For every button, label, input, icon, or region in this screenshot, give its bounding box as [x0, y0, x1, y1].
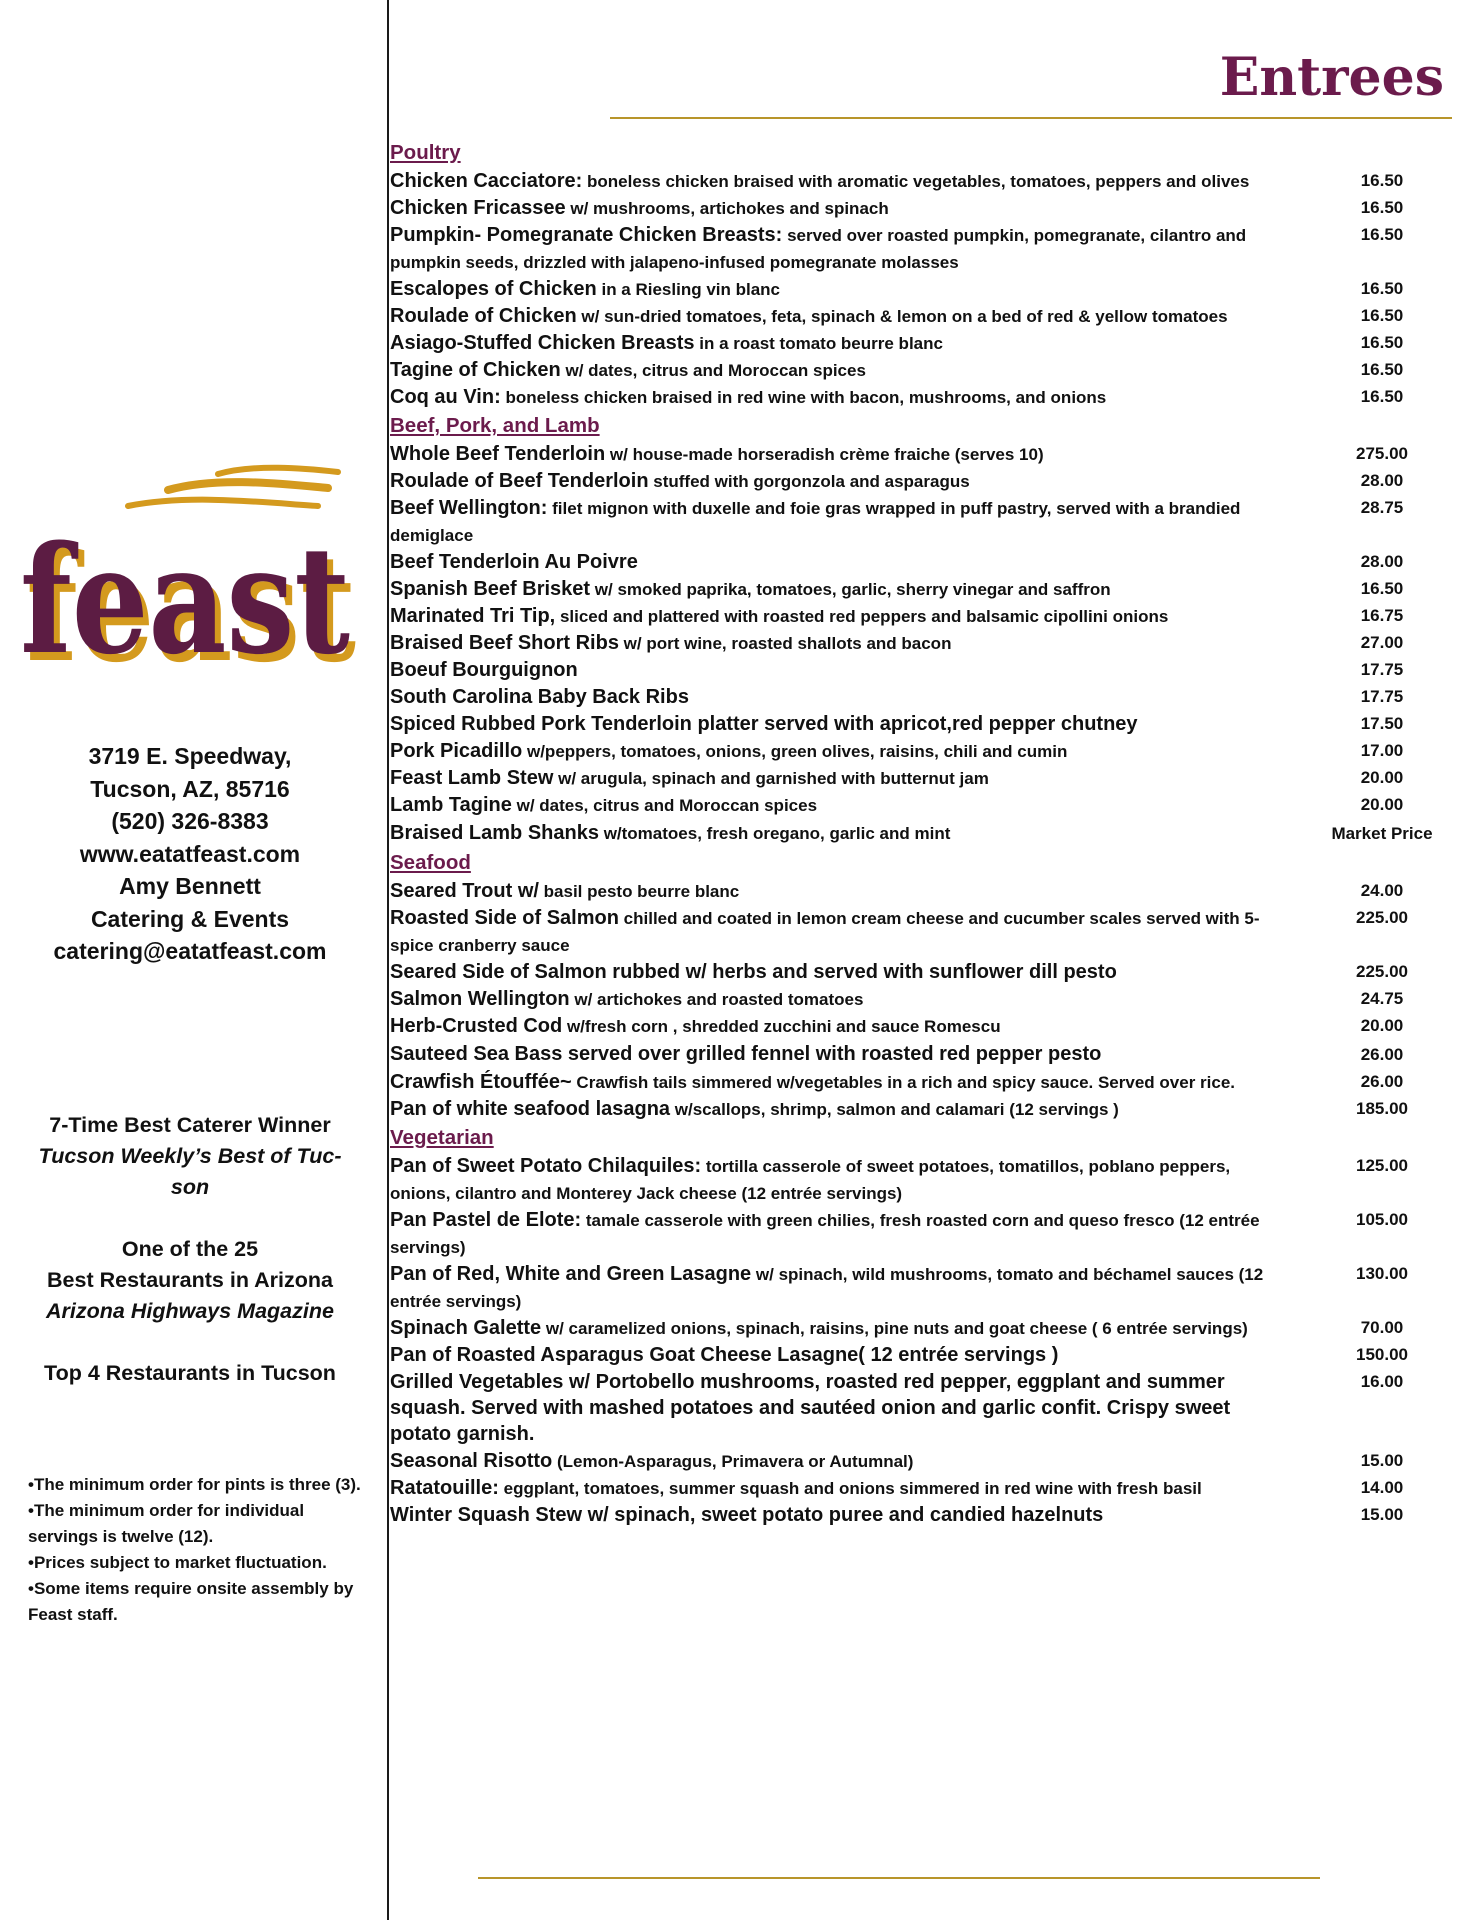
item-name: Ratatouille:: [390, 1477, 499, 1499]
item-price: 15.00: [1360, 1505, 1404, 1524]
item-desc: w/ artichokes and roasted tomatoes: [569, 990, 864, 1009]
item-name: Beef Wellington:: [390, 497, 548, 519]
item-desc: in a Riesling vin blanc: [596, 280, 781, 299]
item-name: Crawfish Étouffée~: [390, 1071, 572, 1093]
item-price: 125.00: [1356, 1156, 1408, 1175]
item-name: Asiago-Stuffed Chicken Breasts: [390, 332, 695, 354]
item-name: Roulade of Chicken: [390, 305, 577, 327]
item-price: 16.50: [1360, 198, 1404, 217]
menu-item: [390, 195, 1474, 222]
item-price: 26.00: [1360, 1045, 1404, 1064]
item-name: Feast Lamb Stew: [390, 767, 554, 789]
item-name: Grilled Vegetables w/ Portobello mushrooms, roasted red pepper, eggplant and summer squash. Served with mashed potatoes and sautéed onion and garlic confit. Crispy sweet potato garnish.: [390, 1371, 1231, 1445]
item-desc: sliced and plattered with roasted red peppers and balsamic cipollini onions: [555, 607, 1169, 626]
note-item: •The minimum order for pints is three (3).: [28, 1475, 361, 1494]
item-price: 70.00: [1360, 1318, 1404, 1337]
item-name: Pumpkin- Pomegranate Chicken Breasts:: [390, 224, 783, 246]
item-name: Spinach Galette: [390, 1317, 542, 1339]
item-name: Roasted Side of Salmon: [390, 907, 619, 929]
item-desc: tortilla casserole of sweet potatoes, tomatillos, poblano peppers, onions, cilantro and Monterey Jack cheese (12 entrée servings): [390, 1157, 1231, 1203]
menu-item: [390, 738, 1474, 765]
address-line-2: Tucson, AZ, 85716: [90, 775, 290, 802]
item-name: Marinated Tri Tip,: [390, 605, 556, 627]
menu-item: [390, 1207, 1474, 1261]
note-item: •Some items require onsite assembly by Feast staff.: [28, 1579, 354, 1624]
item-desc: w/ sun-dried tomatoes, feta, spinach & lemon on a bed of red & yellow tomatoes: [576, 307, 1228, 326]
item-name: Tagine of Chicken: [390, 359, 561, 381]
menu-item: [390, 986, 1474, 1013]
item-name: Beef Tenderloin Au Poivre: [390, 551, 638, 573]
item-price: 28.00: [1360, 471, 1404, 490]
item-price: 150.00: [1356, 1345, 1408, 1364]
bottom-rule: [478, 1877, 1320, 1879]
phone: (520) 326-8383: [111, 808, 269, 834]
menu-item: [390, 765, 1474, 792]
item-name: Escalopes of Chicken: [390, 278, 597, 300]
order-notes: [28, 1472, 368, 1628]
item-price: 20.00: [1360, 768, 1404, 787]
item-name: Whole Beef Tenderloin: [390, 443, 606, 465]
menu-item: [390, 711, 1474, 738]
steam-swirls: [128, 468, 338, 506]
award-1-title: 7-Time Best Caterer Winner: [49, 1113, 331, 1137]
menu-item: [390, 878, 1474, 905]
menu-item: [390, 276, 1474, 303]
item-desc: filet mignon with duxelle and foie gras wrapped in puff pastry, served with a brandied demiglace: [390, 499, 1241, 545]
item-name: Seared Side of Salmon rubbed w/ herbs and served with sunflower dill pesto: [390, 961, 1117, 983]
menu-item: [390, 1475, 1474, 1502]
menu-item: [390, 1069, 1474, 1096]
item-desc: w/ caramelized onions, spinach, raisins, pine nuts and goat cheese ( 6 entrée servings): [541, 1319, 1248, 1338]
item-name: Chicken Fricassee: [390, 197, 566, 219]
item-desc: w/ port wine, roasted shallots and bacon: [618, 634, 952, 653]
item-name: Sauteed Sea Bass served over grilled fennel with roasted red pepper pesto: [390, 1043, 1102, 1065]
column-divider: [387, 0, 389, 1920]
menu-item: [390, 1040, 1474, 1069]
section-title-beef-pork-lamb: Beef, Pork, and Lamb: [390, 414, 600, 437]
item-name: Seasonal Risotto: [390, 1450, 553, 1472]
menu-item: [390, 630, 1474, 657]
item-desc: w/scallops, shrimp, salmon and calamari (12 servings ): [670, 1100, 1119, 1119]
item-desc: boneless chicken braised with aromatic vegetables, tomatoes, peppers and olives: [582, 172, 1250, 191]
menu-item: [390, 603, 1474, 630]
item-price: 20.00: [1360, 795, 1404, 814]
item-name: Herb-Crusted Cod: [390, 1015, 563, 1037]
awards-block: [0, 1110, 380, 1389]
menu-item: [390, 819, 1474, 848]
menu-item: [390, 1013, 1474, 1040]
item-price: 17.75: [1360, 660, 1404, 679]
item-name: Braised Lamb Shanks: [390, 822, 599, 844]
item-desc: w/ smoked paprika, tomatoes, garlic, sherry vinegar and saffron: [590, 580, 1111, 599]
award-2-line-2: Best Restaurants in Arizona: [47, 1268, 333, 1292]
menu-item: [390, 1448, 1474, 1475]
menu-item: [390, 1502, 1474, 1529]
item-name: Pan of Sweet Potato Chilaquiles:: [390, 1155, 702, 1177]
item-price: 225.00: [1356, 962, 1408, 981]
item-price: 28.75: [1360, 498, 1404, 517]
section-title-vegetarian: Vegetarian: [390, 1126, 494, 1149]
item-name: Pan Pastel de Elote:: [390, 1209, 582, 1231]
section-title-poultry: Poultry: [390, 141, 461, 164]
item-name: Winter Squash Stew w/ spinach, sweet potato puree and candied hazelnuts: [390, 1504, 1104, 1526]
item-price: 27.00: [1360, 633, 1404, 652]
item-desc: w/tomatoes, fresh oregano, garlic and mint: [598, 824, 951, 843]
menu-item: [390, 330, 1474, 357]
department: Catering & Events: [90, 905, 290, 932]
menu-item: [390, 1315, 1474, 1342]
item-price: 275.00: [1356, 444, 1408, 463]
page-title: Entrees: [1219, 47, 1444, 108]
item-name: Roulade of Beef Tenderloin: [390, 470, 649, 492]
item-price: Market Price: [1331, 824, 1433, 843]
contact-person: Amy Bennett: [119, 873, 261, 899]
menu-item: [390, 468, 1474, 495]
award-3: Top 4 Restaurants in Tucson: [44, 1361, 336, 1385]
item-name: Pork Picadillo: [390, 740, 523, 762]
item-desc: tamale casserole with green chilies, fresh roasted corn and queso fresco (12 entrée servings): [390, 1211, 1260, 1257]
item-price: 185.00: [1356, 1099, 1408, 1118]
item-desc: stuffed with gorgonzola and asparagus: [648, 472, 970, 491]
item-desc: w/ arugula, spinach and garnished with butternut jam: [553, 769, 989, 788]
item-desc: served over roasted pumpkin, pomegranate, cilantro and pumpkin seeds, drizzled with jalapeno-infused pomegranate molasses: [390, 226, 1247, 272]
award-2-source: Arizona Highways Magazine: [46, 1299, 334, 1323]
item-name: Chicken Cacciatore:: [390, 170, 583, 192]
item-price: 105.00: [1356, 1210, 1408, 1229]
item-name: Coq au Vin:: [390, 386, 501, 408]
item-name: Spiced Rubbed Pork Tenderloin platter served with apricot,red pepper chutney: [390, 713, 1138, 735]
award-1-source-2: son: [170, 1175, 210, 1199]
item-desc: w/ mushrooms, artichokes and spinach: [565, 199, 889, 218]
item-name: Pan of Red, White and Green Lasagne: [390, 1263, 752, 1285]
award-2-line-1: One of the 25: [121, 1237, 259, 1261]
item-desc: eggplant, tomatoes, summer squash and onions simmered in red wine with fresh basil: [498, 1479, 1202, 1498]
feast-logo: [18, 462, 368, 692]
item-price: 17.50: [1360, 714, 1404, 733]
item-price: 24.00: [1360, 881, 1404, 900]
menu-item: [390, 1261, 1474, 1315]
menu-item: [390, 792, 1474, 819]
menu-item: [390, 1096, 1474, 1123]
note-item: •Prices subject to market fluctuation.: [28, 1553, 327, 1572]
item-price: 16.50: [1360, 306, 1404, 325]
menu-item: [390, 1369, 1474, 1448]
item-desc: w/fresh corn , shredded zucchini and sauce Romescu: [562, 1017, 1001, 1036]
item-price: 14.00: [1360, 1478, 1404, 1497]
item-name: Pan of Roasted Asparagus Goat Cheese Lasagne( 12 entrée servings ): [390, 1344, 1059, 1366]
logo-shadow: feast: [26, 521, 356, 692]
item-desc: w/ spinach, wild mushrooms, tomato and béchamel sauces (12 entrée servings): [390, 1265, 1264, 1311]
item-price: 17.00: [1360, 741, 1404, 760]
menu-item: [390, 168, 1474, 195]
note-item: •The minimum order for individual servings is twelve (12).: [28, 1501, 305, 1546]
item-price: 28.00: [1360, 552, 1404, 571]
menu-item: [390, 684, 1474, 711]
item-price: 16.00: [1360, 1372, 1404, 1391]
item-price: 130.00: [1356, 1264, 1408, 1283]
item-name: Braised Beef Short Ribs: [390, 632, 619, 654]
menu-item: [390, 357, 1474, 384]
item-desc: w/ dates, citrus and Moroccan spices: [511, 796, 818, 815]
item-price: 20.00: [1360, 1016, 1404, 1035]
item-desc: w/peppers, tomatoes, onions, green olives, raisins, chili and cumin: [522, 742, 1068, 761]
item-name: Seared Trout w/: [390, 880, 539, 902]
menu-list: [390, 138, 1474, 1529]
item-name: Lamb Tagine: [390, 794, 512, 816]
menu-item: [390, 222, 1474, 276]
item-name: Pan of white seafood lasagna: [390, 1098, 671, 1120]
item-desc: Crawfish tails simmered w/vegetables in a rich and spicy sauce. Served over rice.: [571, 1073, 1236, 1092]
item-price: 15.00: [1360, 1451, 1404, 1470]
website: www.eatatfeast.com: [79, 840, 301, 867]
item-desc: w/ dates, citrus and Moroccan spices: [560, 361, 866, 380]
menu-item: [390, 1342, 1474, 1369]
item-price: 16.50: [1360, 579, 1404, 598]
item-desc: (Lemon-Asparagus, Primavera or Autumnal): [552, 1452, 914, 1471]
item-name: Spanish Beef Brisket: [390, 578, 591, 600]
item-price: 16.50: [1360, 225, 1404, 244]
email: catering@eatatfeast.com: [53, 938, 327, 964]
item-desc: chilled and coated in lemon cream cheese and cucumber scales served with 5-spice cranberry sauce: [390, 909, 1260, 955]
item-price: 24.75: [1360, 989, 1404, 1008]
section-title-seafood: Seafood: [390, 851, 471, 874]
menu-item: [390, 549, 1474, 576]
item-name: Boeuf Bourguignon: [390, 659, 578, 681]
item-price: 16.50: [1360, 360, 1404, 379]
item-price: 16.50: [1360, 171, 1404, 190]
item-price: 16.50: [1360, 387, 1404, 406]
item-desc: boneless chicken braised in red wine with bacon, mushrooms, and onions: [500, 388, 1107, 407]
item-price: 225.00: [1356, 908, 1408, 927]
item-price: 16.50: [1360, 333, 1404, 352]
menu-item: [390, 1153, 1474, 1207]
contact-block: [0, 740, 380, 968]
item-name: South Carolina Baby Back Ribs: [390, 686, 689, 708]
address-line-1: 3719 E. Speedway,: [88, 743, 292, 769]
item-name: Salmon Wellington: [390, 988, 570, 1010]
menu-item: [390, 576, 1474, 603]
logo-wordmark: feast: [20, 513, 350, 687]
menu-item: [390, 657, 1474, 684]
item-desc: in a roast tomato beurre blanc: [694, 334, 943, 353]
item-desc: basil pesto beurre blanc: [538, 882, 740, 901]
menu-item: [390, 905, 1474, 959]
menu-item: [390, 303, 1474, 330]
menu-item: [390, 384, 1474, 411]
item-price: 26.00: [1360, 1072, 1404, 1091]
menu-item: [390, 959, 1474, 986]
menu-item: [390, 495, 1474, 549]
item-desc: w/ house-made horseradish crème fraiche (serves 10): [605, 445, 1044, 464]
item-price: 16.75: [1360, 606, 1404, 625]
title-rule: [610, 117, 1452, 119]
award-1-source-1: Tucson Weekly’s Best of Tuc-: [38, 1144, 342, 1168]
menu-item: [390, 441, 1474, 468]
item-price: 16.50: [1360, 279, 1404, 298]
item-price: 17.75: [1360, 687, 1404, 706]
